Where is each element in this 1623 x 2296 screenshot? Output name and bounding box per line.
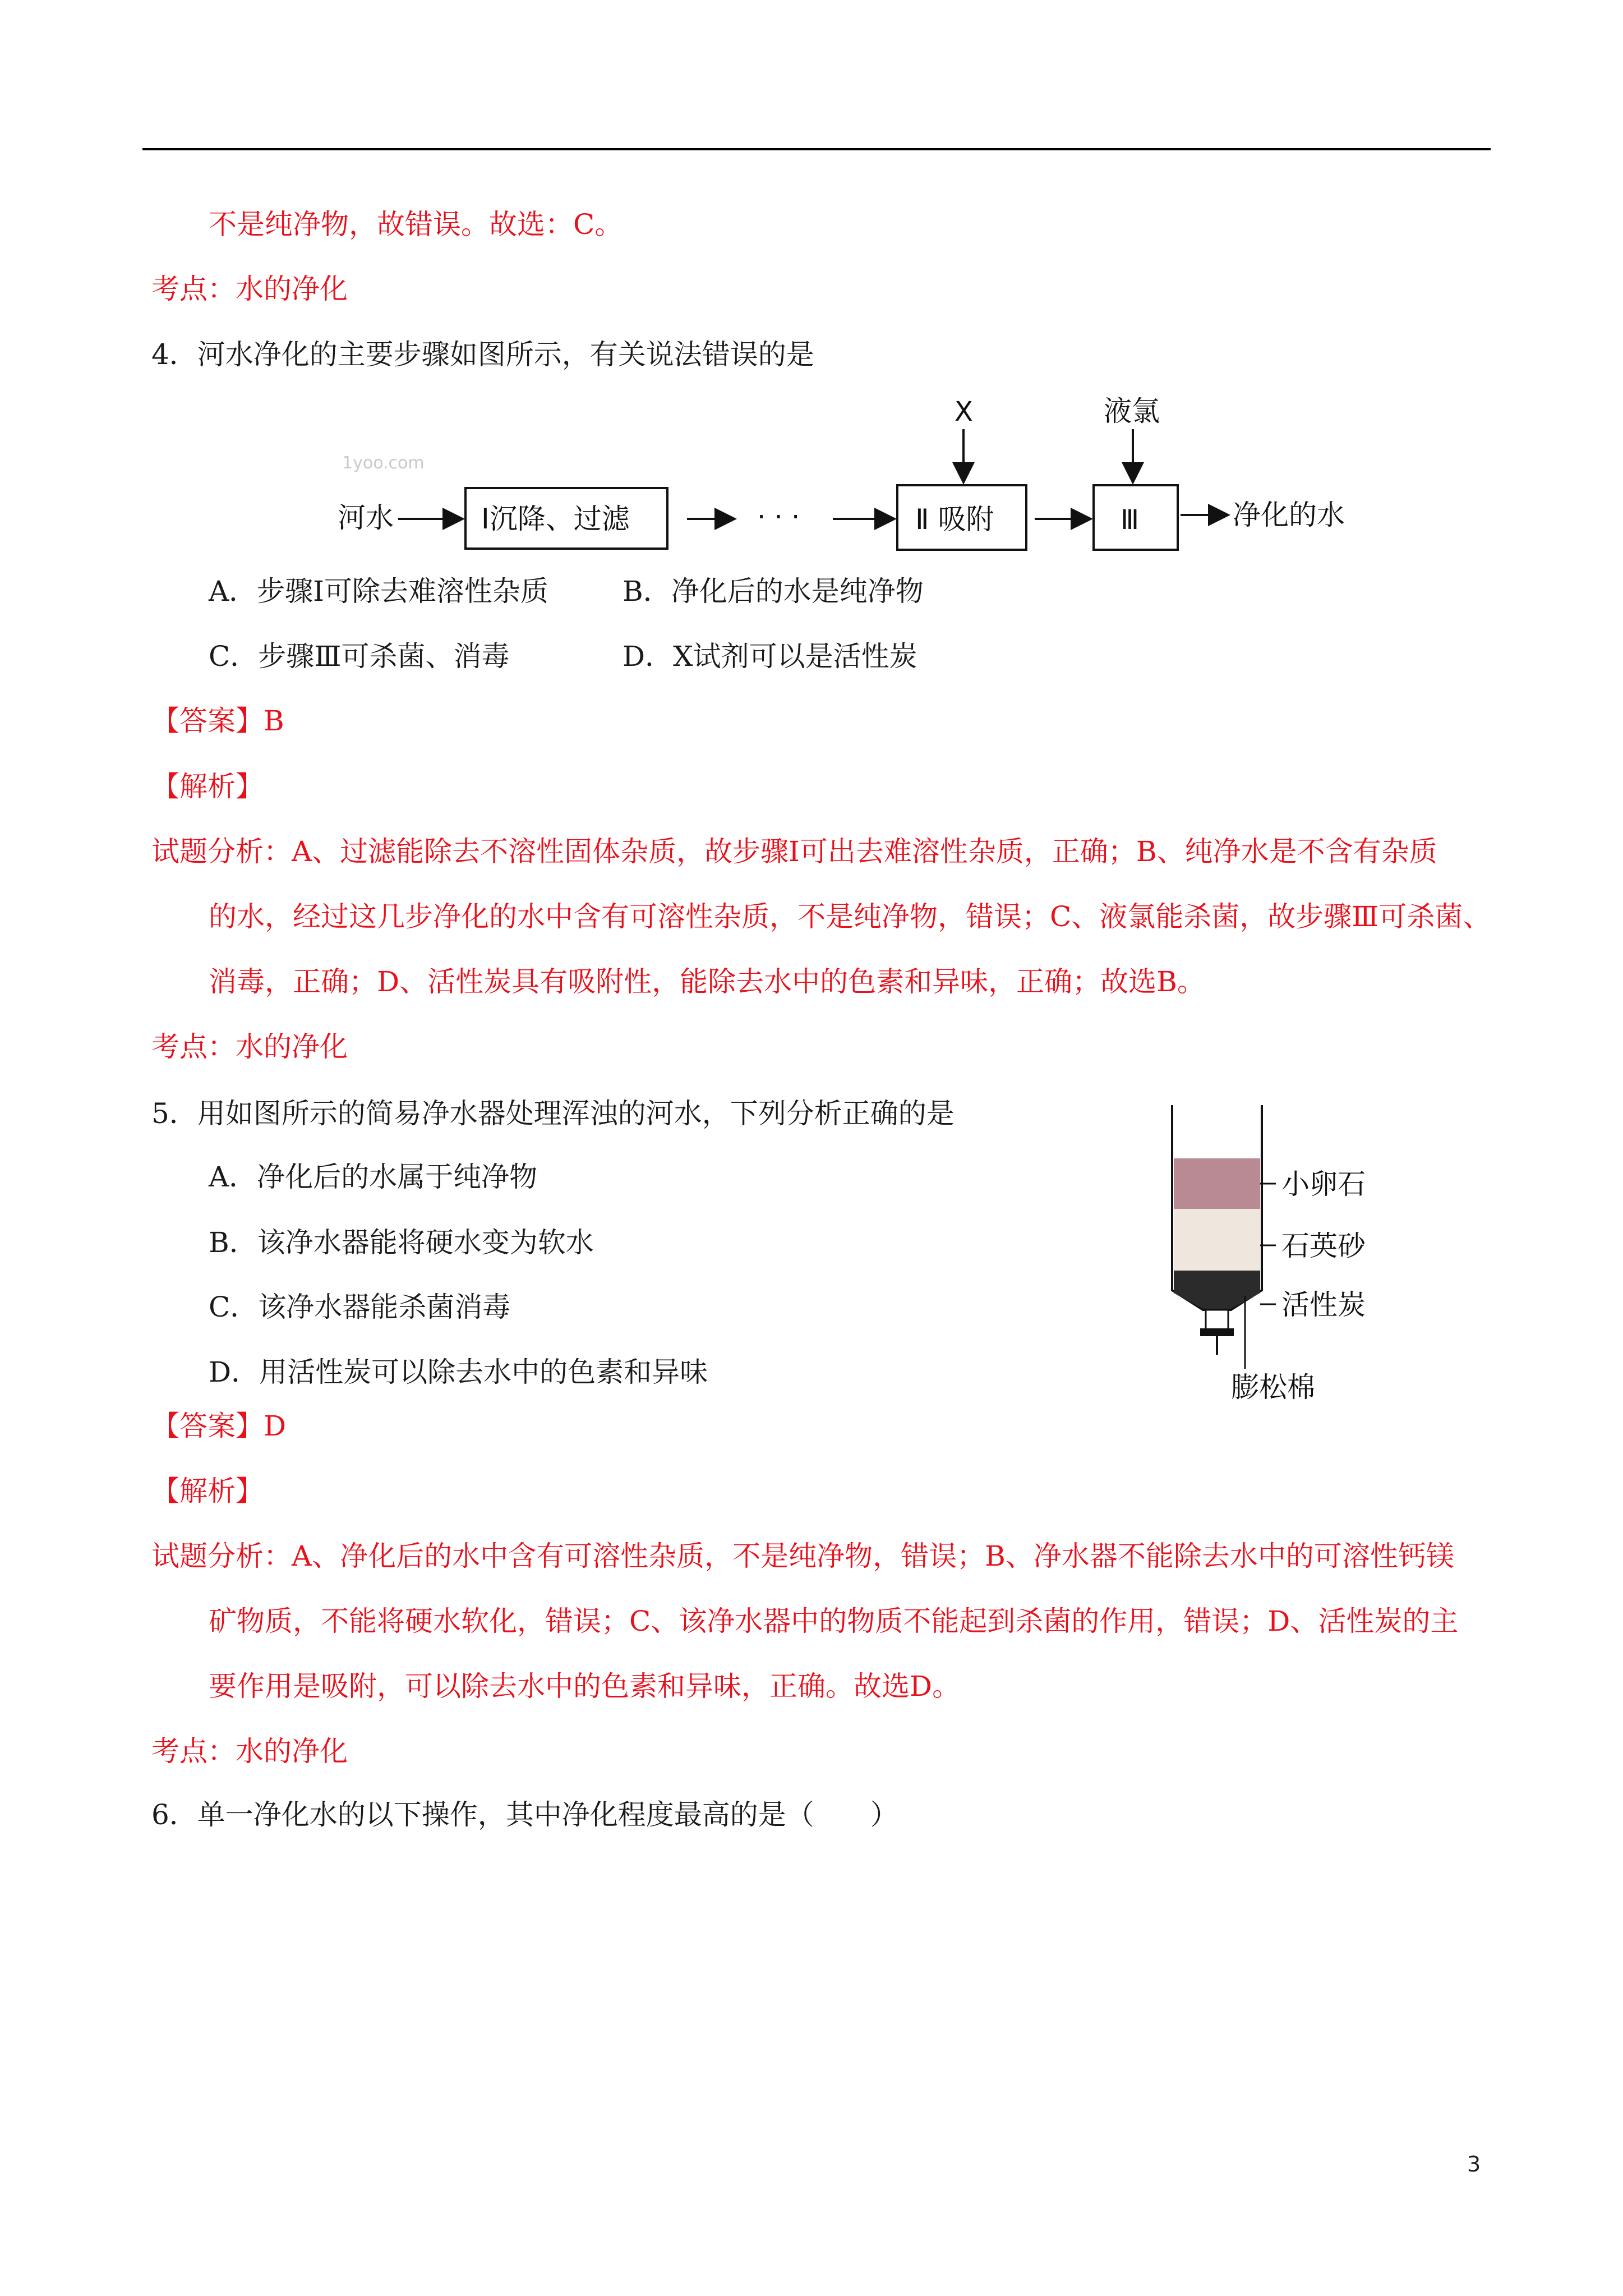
kaodian-label: 考点：水的净化 [151, 273, 348, 305]
layer2-label: 石英砂 [1281, 1230, 1366, 1262]
analysis-5-line3: 要作用是吸附，可以除去水中的色素和异味，正确。故选D。 [209, 1670, 961, 1703]
step3-label: Ⅲ [1121, 504, 1140, 536]
option-5d: D．用活性炭可以除去水中的色素和异味 [209, 1356, 708, 1388]
step2-label: Ⅱ 吸附 [915, 503, 994, 536]
analysis-4-line1: 试题分析：A、过滤能除去不溶性固体杂质，故步骤Ⅰ可出去难溶性杂质，正确；B、纯净水是不含有杂质 [151, 835, 1437, 868]
text-line: 不是纯净物，故错误。故选：C。 [209, 208, 623, 241]
kaodian-5: 考点：水的净化 [151, 1735, 348, 1768]
answer-4: 【答案】B [151, 705, 284, 737]
option-5c: C．该净水器能杀菌消毒 [209, 1291, 511, 1323]
answer-5: 【答案】D [151, 1410, 287, 1442]
question-4: 4．河水净化的主要步骤如图所示，有关说法错误的是 [151, 338, 814, 371]
activated-carbon-layer [1174, 1271, 1260, 1293]
pebble-layer [1174, 1158, 1260, 1209]
layer4-label: 膨松棉 [1231, 1371, 1315, 1404]
simple-water-filter-diagram [1150, 1094, 1441, 1430]
flow-end-label: 净化的水 [1233, 499, 1345, 531]
jiexi-4: 【解析】 [151, 770, 264, 803]
analysis-4-line3: 消毒，正确；D、活性炭具有吸附性，能除去水中的色素和异味，正确；故选B。 [209, 965, 1205, 998]
analysis-5-line2: 矿物质，不能将硬水软化，错误；C、该净水器中的物质不能起到杀菌的作用，错误；D、活性炭的主 [209, 1605, 1459, 1637]
option-5a: A．净化后的水属于纯净物 [209, 1161, 538, 1193]
watermark-text: 1yoo.com [342, 453, 425, 473]
question-6: 6．单一净化水的以下操作，其中净化程度最高的是（ ） [151, 1798, 898, 1831]
layer3-label: 活性炭 [1281, 1289, 1366, 1321]
river-purification-flow-diagram [325, 393, 1380, 561]
option-5b: B．该净水器能将硬水变为软水 [209, 1226, 594, 1259]
question-5: 5．用如图所示的简易净水器处理浑浊的河水，下列分析正确的是 [151, 1097, 955, 1130]
option-4a: A．步骤Ⅰ可除去难溶性杂质 [209, 575, 548, 608]
quartz-sand-layer [1174, 1209, 1260, 1271]
jiexi-5: 【解析】 [151, 1475, 264, 1507]
option-4c: C．步骤Ⅲ可杀菌、消毒 [209, 640, 510, 673]
analysis-5-line1: 试题分析：A、净化后的水中含有可溶性杂质，不是纯净物，错误；B、净水器不能除去水中的可溶性钙镁 [151, 1540, 1454, 1572]
kaodian-4: 考点：水的净化 [151, 1030, 348, 1063]
outlet-nozzle [1206, 1310, 1228, 1329]
liquid-chlorine-label: 液氯 [1104, 395, 1160, 427]
x-reagent-label: X [955, 396, 973, 427]
step1-label: Ⅰ沉降、过滤 [481, 503, 630, 535]
flow-dots: · · · [757, 501, 800, 533]
option-4d: D．X试剂可以是活性炭 [623, 640, 917, 673]
flow-start-label: 河水 [338, 501, 394, 534]
page-number: 3 [1467, 2152, 1481, 2177]
layer1-label: 小卵石 [1281, 1168, 1366, 1200]
option-4b: B．净化后的水是纯净物 [623, 575, 924, 608]
header-rule [142, 148, 1491, 150]
analysis-4-line2: 的水，经过这几步净化的水中含有可溶性杂质，不是纯净物，错误；C、液氯能杀菌，故步骤Ⅲ可杀菌、 [209, 900, 1491, 933]
